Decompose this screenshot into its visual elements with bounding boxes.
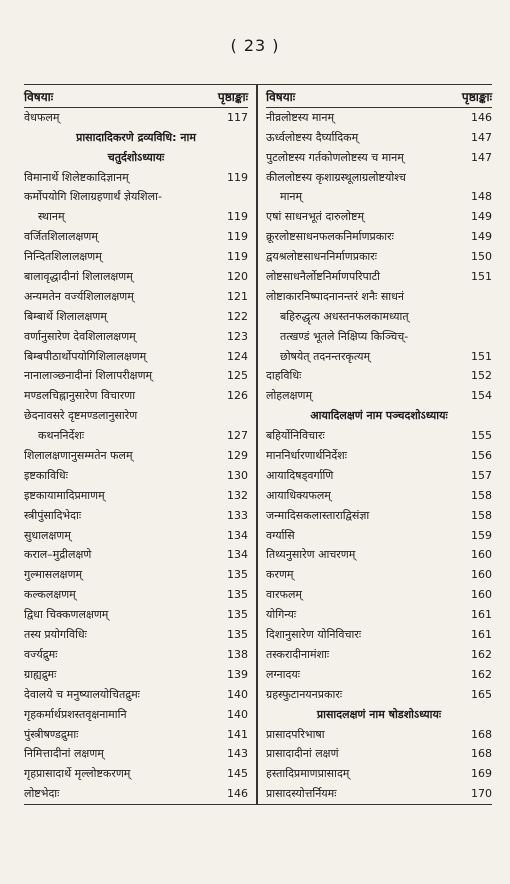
entry-title: कराल–मुद्रीलक्षणे xyxy=(24,548,92,562)
entry-page: 162 xyxy=(471,647,492,661)
toc-entry xyxy=(266,565,492,585)
entry-title: इष्टकायामादिप्रमाणम् xyxy=(24,488,105,502)
toc-entry xyxy=(24,108,248,128)
entry-page: 140 xyxy=(227,707,248,721)
entry-title: प्रासादपरिभाषा xyxy=(266,727,325,741)
entry-title: बिम्बपीठार्थोपयोगिशिलालक्षणम् xyxy=(24,349,147,363)
toc-entry xyxy=(266,287,492,307)
entry-page: 168 xyxy=(471,747,492,761)
entry-page: 160 xyxy=(471,568,492,582)
entry-title: ग्रहस्फुटानयनप्रकारः xyxy=(266,687,343,701)
toc-entry xyxy=(24,426,248,446)
entry-title: वर्णानुसारेण देवशिलालक्षणम् xyxy=(24,329,136,343)
toc-entry xyxy=(24,307,248,327)
toc-entry xyxy=(266,267,492,287)
column-header xyxy=(266,85,492,108)
entry-title: आयादिषड्वर्गाणि xyxy=(266,468,334,482)
entry-page: 139 xyxy=(227,667,248,681)
entry-page: 134 xyxy=(227,548,248,562)
entry-page: 138 xyxy=(227,647,248,661)
toc-entry xyxy=(266,128,492,148)
toc-rows-left xyxy=(24,108,248,804)
toc-entry xyxy=(266,108,492,128)
toc-entry xyxy=(266,386,492,406)
entry-title: बहिर्योनिविचारः xyxy=(266,429,325,443)
toc-entry xyxy=(266,446,492,466)
entry-title: दाहविधिः xyxy=(266,369,302,383)
entry-title: बिम्बार्थे शिलालक्षणम् xyxy=(24,309,107,323)
entry-page: 133 xyxy=(227,508,248,522)
entry-title: मण्डलचिह्नानुसारेण विचारणा xyxy=(24,389,136,403)
entry-title: आयादिलक्षणं नाम पञ्चदशोऽध्यायः xyxy=(310,409,448,423)
entry-page: 117 xyxy=(227,110,248,124)
entry-page: 132 xyxy=(227,488,248,502)
entry-page: 126 xyxy=(227,389,248,403)
entry-title: गृहप्रासादार्थे मृल्लोष्टकरणम् xyxy=(24,767,131,781)
column-header xyxy=(24,85,248,108)
entry-title: ऊर्ध्वलोष्टस्य दैर्घ्यादिकम् xyxy=(266,130,359,144)
toc-column-left xyxy=(24,85,258,804)
toc-entry xyxy=(266,327,492,347)
entry-title: कर्मोपयोगि शिलाग्रहणार्थं ज्ञेयशिला- xyxy=(24,190,162,204)
entry-page: 169 xyxy=(471,767,492,781)
toc-entry xyxy=(24,745,248,765)
entry-page: 157 xyxy=(471,468,492,482)
toc-entry xyxy=(266,665,492,685)
entry-title: स्थानम् xyxy=(38,210,65,224)
toc-entry xyxy=(24,625,248,645)
toc-column-right xyxy=(258,85,492,804)
toc-entry xyxy=(266,188,492,208)
toc-entry xyxy=(24,466,248,486)
subject-header: विषयाः xyxy=(24,89,54,104)
entry-page: 130 xyxy=(227,468,248,482)
entry-title: तिथ्यनुसारेण आचरणम् xyxy=(266,548,356,562)
entry-page: 124 xyxy=(227,349,248,363)
toc-entry xyxy=(24,188,248,208)
entry-page: 125 xyxy=(227,369,248,383)
chapter-heading xyxy=(266,406,492,426)
entry-title: कथननिर्देशः xyxy=(38,429,85,443)
entry-title: करणम् xyxy=(266,568,294,582)
toc-entry xyxy=(24,347,248,367)
entry-page: 119 xyxy=(227,170,248,184)
chapter-heading xyxy=(266,705,492,725)
entry-page: 119 xyxy=(227,230,248,244)
entry-title: गुल्मासलक्षणम् xyxy=(24,568,83,582)
toc-entry xyxy=(266,367,492,387)
toc-entry xyxy=(266,486,492,506)
entry-title: शिलालक्षणानुसम्मतेन फलम् xyxy=(24,449,133,463)
entry-title: छेदनावसरे दृष्टमण्डलानुसारेण xyxy=(24,409,138,423)
toc-entry xyxy=(24,227,248,247)
entry-title: एषां साधनभूतं दारुलोष्टम् xyxy=(266,210,365,224)
toc-entry xyxy=(24,207,248,227)
entry-page: 151 xyxy=(471,270,492,284)
entry-page: 160 xyxy=(471,548,492,562)
entry-page: 152 xyxy=(471,369,492,383)
entry-title: गृहकर्मार्थप्रशस्तवृक्षनामानि xyxy=(24,707,127,721)
entry-title: विमानार्थे शिलेष्टकादिज्ञानम् xyxy=(24,170,129,184)
toc-entry xyxy=(266,347,492,367)
toc-entry xyxy=(24,406,248,426)
entry-title: तस्करादीनामंशाः xyxy=(266,647,330,661)
entry-title: छोषयेत् तदनन्तरकृत्यम् xyxy=(280,349,371,363)
toc-entry xyxy=(266,546,492,566)
entry-title: प्रासादस्योत्तर्नियमः xyxy=(266,787,337,801)
toc-entry xyxy=(266,426,492,446)
entry-page: 121 xyxy=(227,289,248,303)
entry-title: प्रासादलक्षणं नाम षोडशोऽध्यायः xyxy=(316,707,442,721)
entry-page: 155 xyxy=(471,429,492,443)
toc-entry xyxy=(266,764,492,784)
toc-entry xyxy=(266,168,492,188)
toc-entry xyxy=(266,585,492,605)
toc-rows-right xyxy=(266,108,492,804)
toc-entry xyxy=(24,327,248,347)
entry-title: अन्यमतेन वर्ज्यशिलालक्षणम् xyxy=(24,289,134,303)
toc-entry xyxy=(266,506,492,526)
toc-entry xyxy=(266,466,492,486)
toc-entry xyxy=(266,207,492,227)
entry-page: 129 xyxy=(227,449,248,463)
entry-page: 135 xyxy=(227,608,248,622)
entry-title: स्त्रीपुंसादिभेदाः xyxy=(24,508,82,522)
entry-title: आयाधिक्यफलम् xyxy=(266,488,331,502)
entry-page: 119 xyxy=(227,210,248,224)
entry-page: 122 xyxy=(227,309,248,323)
toc-entry xyxy=(24,665,248,685)
entry-page: 161 xyxy=(471,628,492,642)
entry-title: माननिर्धारणार्थनिर्देशः xyxy=(266,449,347,463)
toc-entry xyxy=(266,227,492,247)
entry-page: 150 xyxy=(471,250,492,264)
entry-title: कीललोष्टस्य कृशाग्रस्थूलाग्रलोष्टयोश्च xyxy=(266,170,406,184)
toc-entry xyxy=(266,307,492,327)
entry-title: चतुर्दशोऽध्यायः xyxy=(107,150,165,164)
toc-entry xyxy=(24,367,248,387)
entry-title: लोष्टभेदाः xyxy=(24,787,60,801)
entry-title: लोहलक्षणम् xyxy=(266,389,313,403)
toc-entry xyxy=(24,386,248,406)
entry-page: 145 xyxy=(227,767,248,781)
subject-header: विषयाः xyxy=(266,89,296,104)
toc-entry xyxy=(24,526,248,546)
entry-title: वर्जितशिलालक्षणम् xyxy=(24,230,98,244)
entry-title: नीव्रलोष्टस्य मानम् xyxy=(266,110,335,124)
entry-page: 140 xyxy=(227,687,248,701)
page-header: पृष्ठाङ्काः xyxy=(217,89,248,104)
entry-title: निन्दितशिलालक्षणम् xyxy=(24,250,102,264)
entry-title: देवालये च मनुष्यालयोचितद्रुमः xyxy=(24,687,140,701)
table-of-contents xyxy=(24,84,492,805)
toc-entry xyxy=(24,685,248,705)
entry-page: 156 xyxy=(471,449,492,463)
entry-title: वर्ग्यासि xyxy=(266,528,295,542)
entry-page: 134 xyxy=(227,528,248,542)
entry-page: 146 xyxy=(471,110,492,124)
entry-page: 119 xyxy=(227,250,248,264)
toc-entry xyxy=(266,526,492,546)
entry-title: ग्राह्यद्रुमः xyxy=(24,667,57,681)
toc-entry xyxy=(24,764,248,784)
entry-title: द्वयश्रलोष्टसाधननिर्माणप्रकारः xyxy=(266,250,377,264)
entry-page: 148 xyxy=(471,190,492,204)
entry-page: 158 xyxy=(471,508,492,522)
entry-title: लोष्टाकारनिष्पादनानन्तरं शनैः साधनं xyxy=(266,289,404,303)
entry-title: क्रूरलोष्टसाधनफलकनिर्माणप्रकारः xyxy=(266,230,394,244)
entry-page: 135 xyxy=(227,588,248,602)
entry-page: 161 xyxy=(471,608,492,622)
chapter-heading xyxy=(24,128,248,148)
entry-title: प्रासादादिकरणे द्रव्यविधि: नाम xyxy=(76,130,196,144)
entry-title: पुंस्त्रीषण्डद्रुमाः xyxy=(24,727,79,741)
entry-title: दिशानुसारेण योनिविचारः xyxy=(266,628,362,642)
entry-title: लोष्टसाधनैर्लोष्टनिर्माणपरिपाटी xyxy=(266,270,381,284)
page-number: ( 23 ) xyxy=(230,36,280,55)
toc-entry xyxy=(266,605,492,625)
toc-entry xyxy=(24,705,248,725)
entry-title: पुटलोष्टस्य गर्तकोणलोष्टस्य च मानम् xyxy=(266,150,404,164)
toc-entry xyxy=(24,168,248,188)
entry-page: 149 xyxy=(471,210,492,224)
entry-title: द्विधा चिक्कणलक्षणम् xyxy=(24,608,109,622)
entry-page: 168 xyxy=(471,727,492,741)
entry-title: इष्टकाविधिः xyxy=(24,468,68,482)
chapter-heading xyxy=(24,148,248,168)
entry-title: लग्नादयः xyxy=(266,667,300,681)
entry-title: हस्तादिप्रमाणप्रासादम् xyxy=(266,767,350,781)
entry-page: 160 xyxy=(471,588,492,602)
toc-entry xyxy=(24,585,248,605)
toc-entry xyxy=(24,546,248,566)
entry-title: योगिन्यः xyxy=(266,608,297,622)
entry-title: वर्ज्यद्रुमः xyxy=(24,647,58,661)
toc-entry xyxy=(266,148,492,168)
entry-title: वेधफलम् xyxy=(24,110,60,124)
entry-title: मानम् xyxy=(280,190,303,204)
entry-title: तत्खण्डं भूतले निक्षिप्य किञ्चिच्- xyxy=(280,329,409,343)
entry-page: 162 xyxy=(471,667,492,681)
toc-entry xyxy=(24,725,248,745)
entry-page: 123 xyxy=(227,329,248,343)
toc-entry xyxy=(24,486,248,506)
toc-entry xyxy=(266,645,492,665)
toc-entry xyxy=(266,685,492,705)
entry-title: जन्मादिसकलास्ताराद्विसंज्ञा xyxy=(266,508,370,522)
entry-title: बहिरुद्धृत्य अधस्तनफलकामध्यात् xyxy=(280,309,409,323)
entry-page: 135 xyxy=(227,568,248,582)
entry-page: 149 xyxy=(471,230,492,244)
entry-page: 141 xyxy=(227,727,248,741)
entry-page: 146 xyxy=(227,787,248,801)
entry-title: निमित्तादीनां लक्षणम् xyxy=(24,747,104,761)
entry-page: 120 xyxy=(227,270,248,284)
toc-entry xyxy=(266,625,492,645)
entry-page: 151 xyxy=(471,349,492,363)
entry-title: वारफलम् xyxy=(266,588,302,602)
entry-title: प्रासादादीनां लक्षणं xyxy=(266,747,339,761)
toc-entry xyxy=(24,784,248,804)
entry-page: 170 xyxy=(471,787,492,801)
entry-page: 127 xyxy=(227,429,248,443)
entry-title: कल्कलक्षणम् xyxy=(24,588,76,602)
toc-entry xyxy=(24,247,248,267)
entry-page: 147 xyxy=(471,130,492,144)
entry-page: 143 xyxy=(227,747,248,761)
toc-entry xyxy=(24,645,248,665)
toc-entry xyxy=(266,247,492,267)
toc-entry xyxy=(266,745,492,765)
toc-entry xyxy=(24,605,248,625)
entry-title: सुधालक्षणम् xyxy=(24,528,71,542)
toc-entry xyxy=(24,267,248,287)
toc-entry xyxy=(24,565,248,585)
entry-page: 154 xyxy=(471,389,492,403)
entry-title: नानालाञ्छनादीनां शिलापरीक्षणम् xyxy=(24,369,153,383)
entry-title: बालावृद्धादीनां शिलालक्षणम् xyxy=(24,270,133,284)
toc-entry xyxy=(266,725,492,745)
entry-page: 135 xyxy=(227,628,248,642)
entry-page: 165 xyxy=(471,687,492,701)
toc-entry xyxy=(24,287,248,307)
page-header: पृष्ठाङ्काः xyxy=(461,89,492,104)
entry-page: 159 xyxy=(471,528,492,542)
toc-entry xyxy=(24,506,248,526)
entry-title: तस्य प्रयोगविधिः xyxy=(24,628,87,642)
toc-entry xyxy=(24,446,248,466)
toc-entry xyxy=(266,784,492,804)
entry-page: 147 xyxy=(471,150,492,164)
entry-page: 158 xyxy=(471,488,492,502)
